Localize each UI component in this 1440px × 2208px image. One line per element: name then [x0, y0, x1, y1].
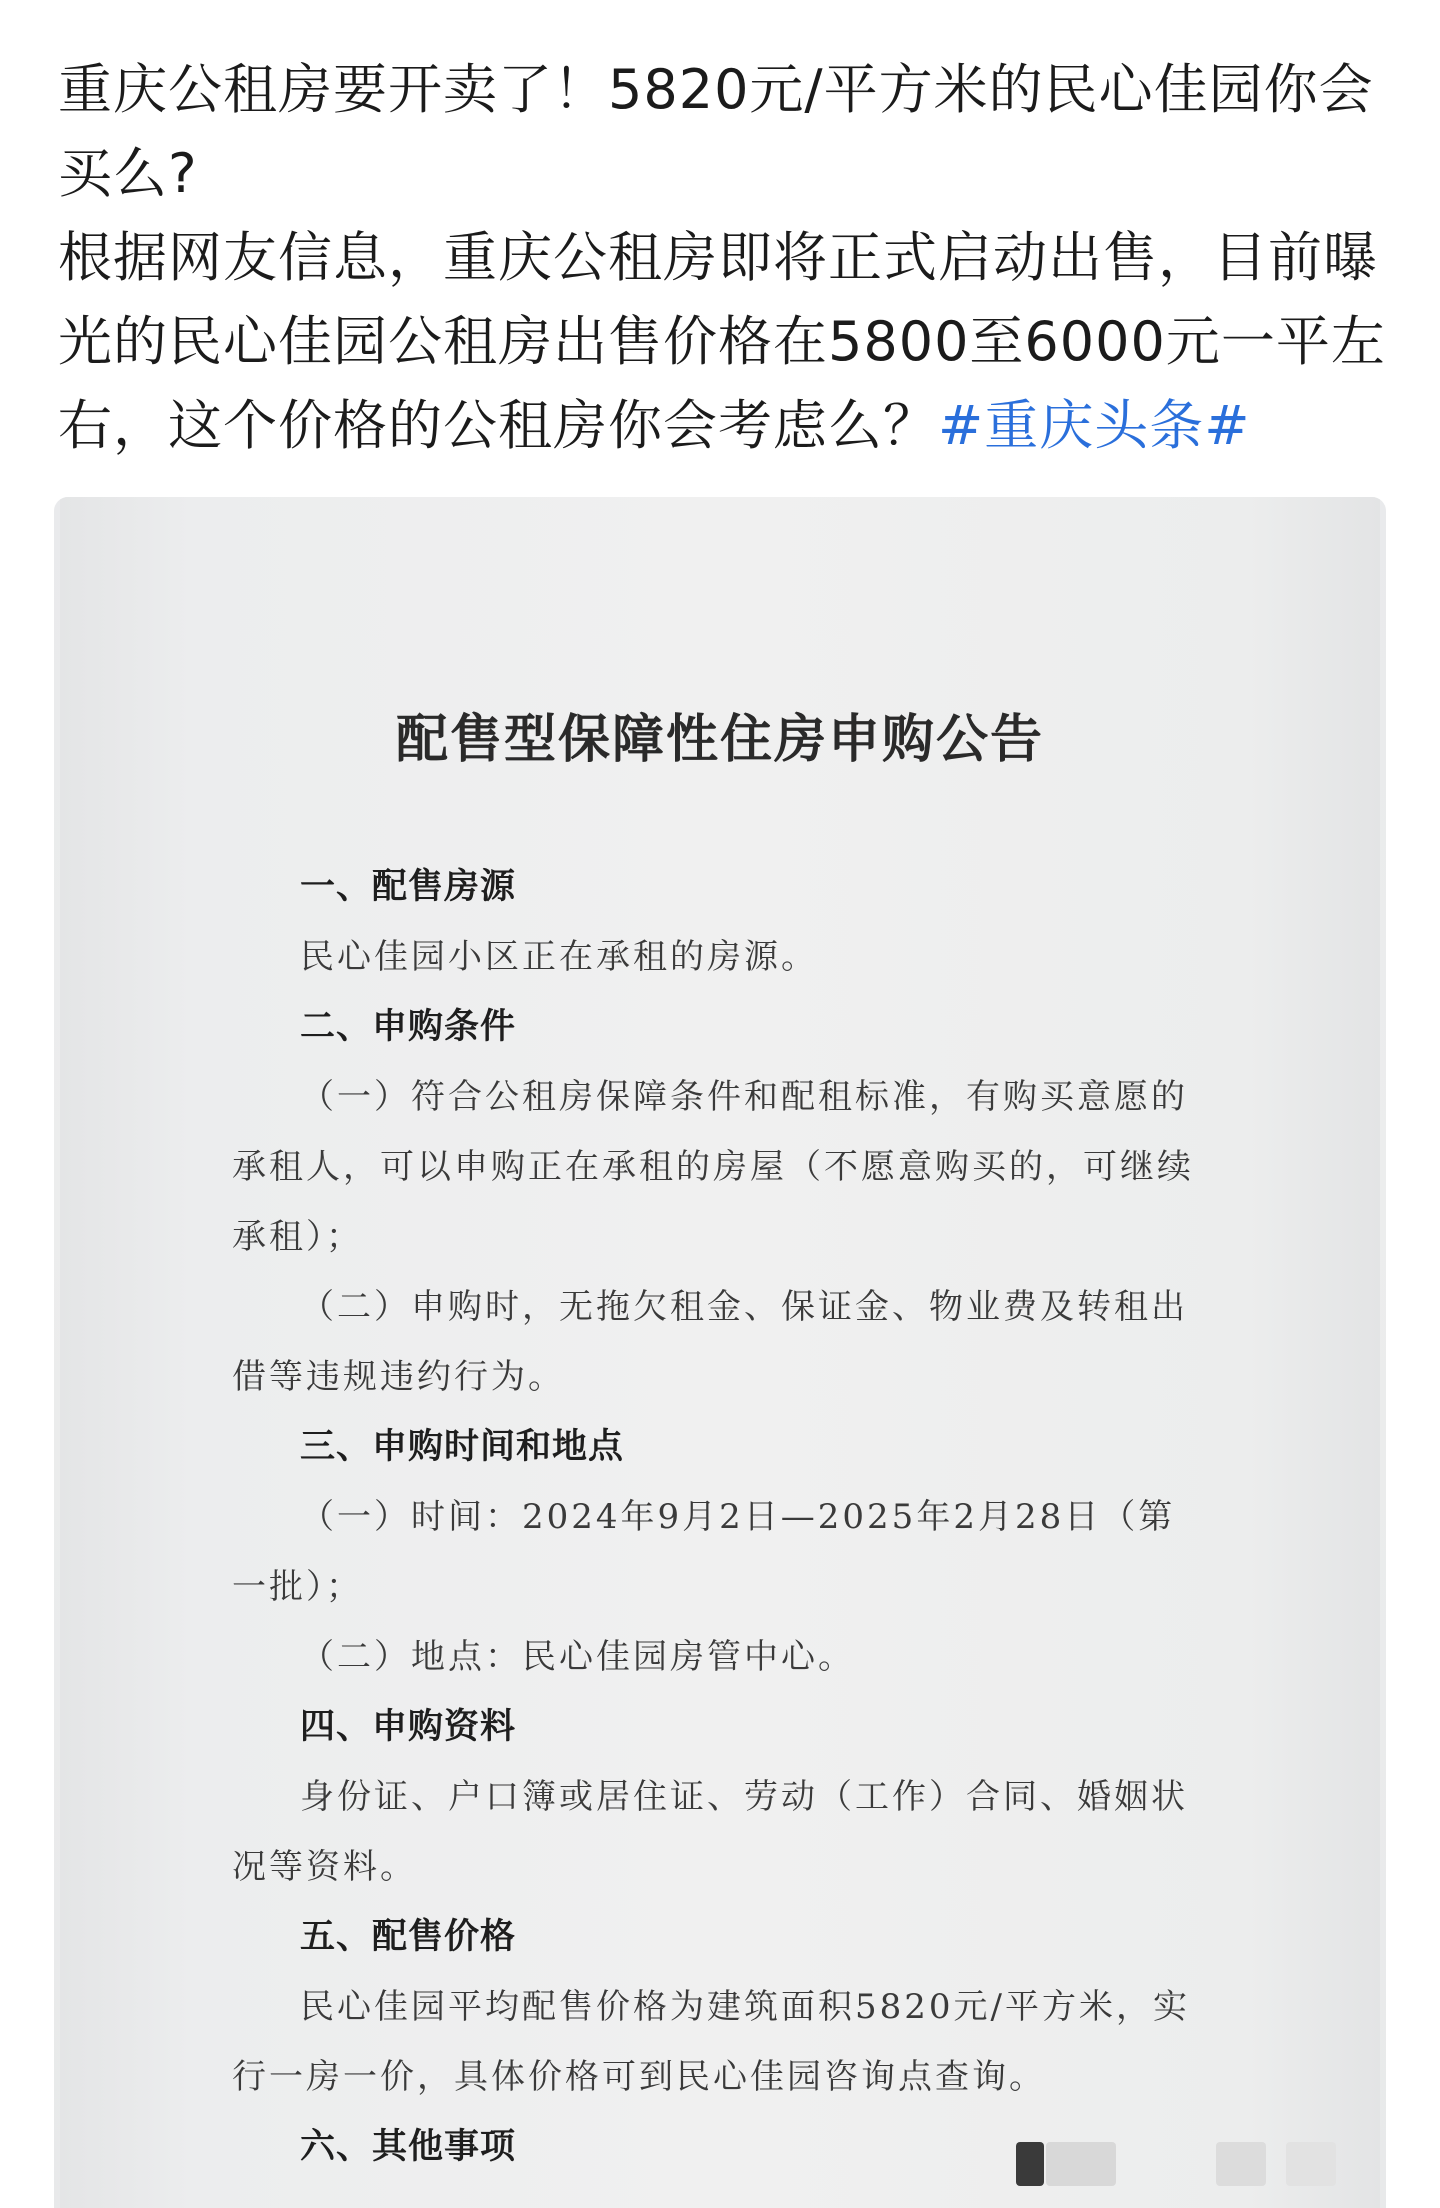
document-section-heading: 二、申购条件: [300, 1006, 517, 1047]
document-text-line: 身份证、户口簿或居住证、劳动（工作）合同、婚姻状: [300, 1777, 1188, 1817]
document-text-line: （二）申购时，无拖欠租金、保证金、物业费及转租出: [300, 1287, 1188, 1327]
document-section-heading: 六、其他事项: [300, 2126, 517, 2167]
hashtag-link[interactable]: #重庆头条#: [938, 394, 1251, 457]
document-text-line: （一）时间：2024年9月2日—2025年2月28日（第: [300, 1497, 1176, 1537]
document-text-line: 承租人，可以申购正在承租的房屋（不愿意购买的，可继续: [232, 1147, 1194, 1187]
document-text-line: 行一房一价，具体价格可到民心佳园咨询点查询。: [232, 2057, 1046, 2097]
watermark-block-icon: [1216, 2142, 1266, 2186]
document-section-heading: 五、配售价格: [300, 1916, 517, 1957]
post-text: [58, 48, 1398, 468]
document-title: 配售型保障性住房申购公告: [395, 709, 1044, 770]
document-section-heading: 四、申购资料: [300, 1706, 517, 1747]
document-text-line: 民心佳园小区正在承租的房源。: [300, 937, 818, 977]
post-body: [58, 216, 1398, 468]
watermark-icon: [1016, 2134, 1356, 2190]
post-image[interactable]: [54, 497, 1386, 2208]
document-text-line: （一）符合公租房保障条件和配租标准，有购买意愿的: [300, 1077, 1188, 1117]
document-text-line: 况等资料。: [232, 1847, 417, 1887]
document-text-line: （二）地点：民心佳园房管中心。: [300, 1637, 855, 1677]
document-body: [232, 852, 1272, 2182]
post-title: 重庆公租房要开卖了！5820元/平方米的民心佳园你会买么?: [58, 58, 1374, 205]
watermark-block-icon: [1286, 2142, 1336, 2186]
document-section-heading: 三、申购时间和地点: [300, 1426, 625, 1467]
document-text-line: 承租）；: [232, 1217, 363, 1257]
document-text-line: 借等违规违约行为。: [232, 1357, 565, 1397]
post-body-text: 根据网友信息，重庆公租房即将正式启动出售，目前曝光的民心佳园公租房出售价格在5800至6000元一平左右，这个价格的公租房你会考虑么？: [58, 226, 1386, 457]
watermark-block-icon: [1046, 2142, 1116, 2186]
document-text-line: 民心佳园平均配售价格为建筑面积5820元/平方米，实: [300, 1987, 1190, 2027]
document-text-line: 一批）；: [232, 1567, 363, 1607]
watermark-block-icon: [1016, 2142, 1044, 2186]
document-paper: [60, 497, 1380, 2208]
document-section-heading: 一、配售房源: [300, 866, 517, 907]
